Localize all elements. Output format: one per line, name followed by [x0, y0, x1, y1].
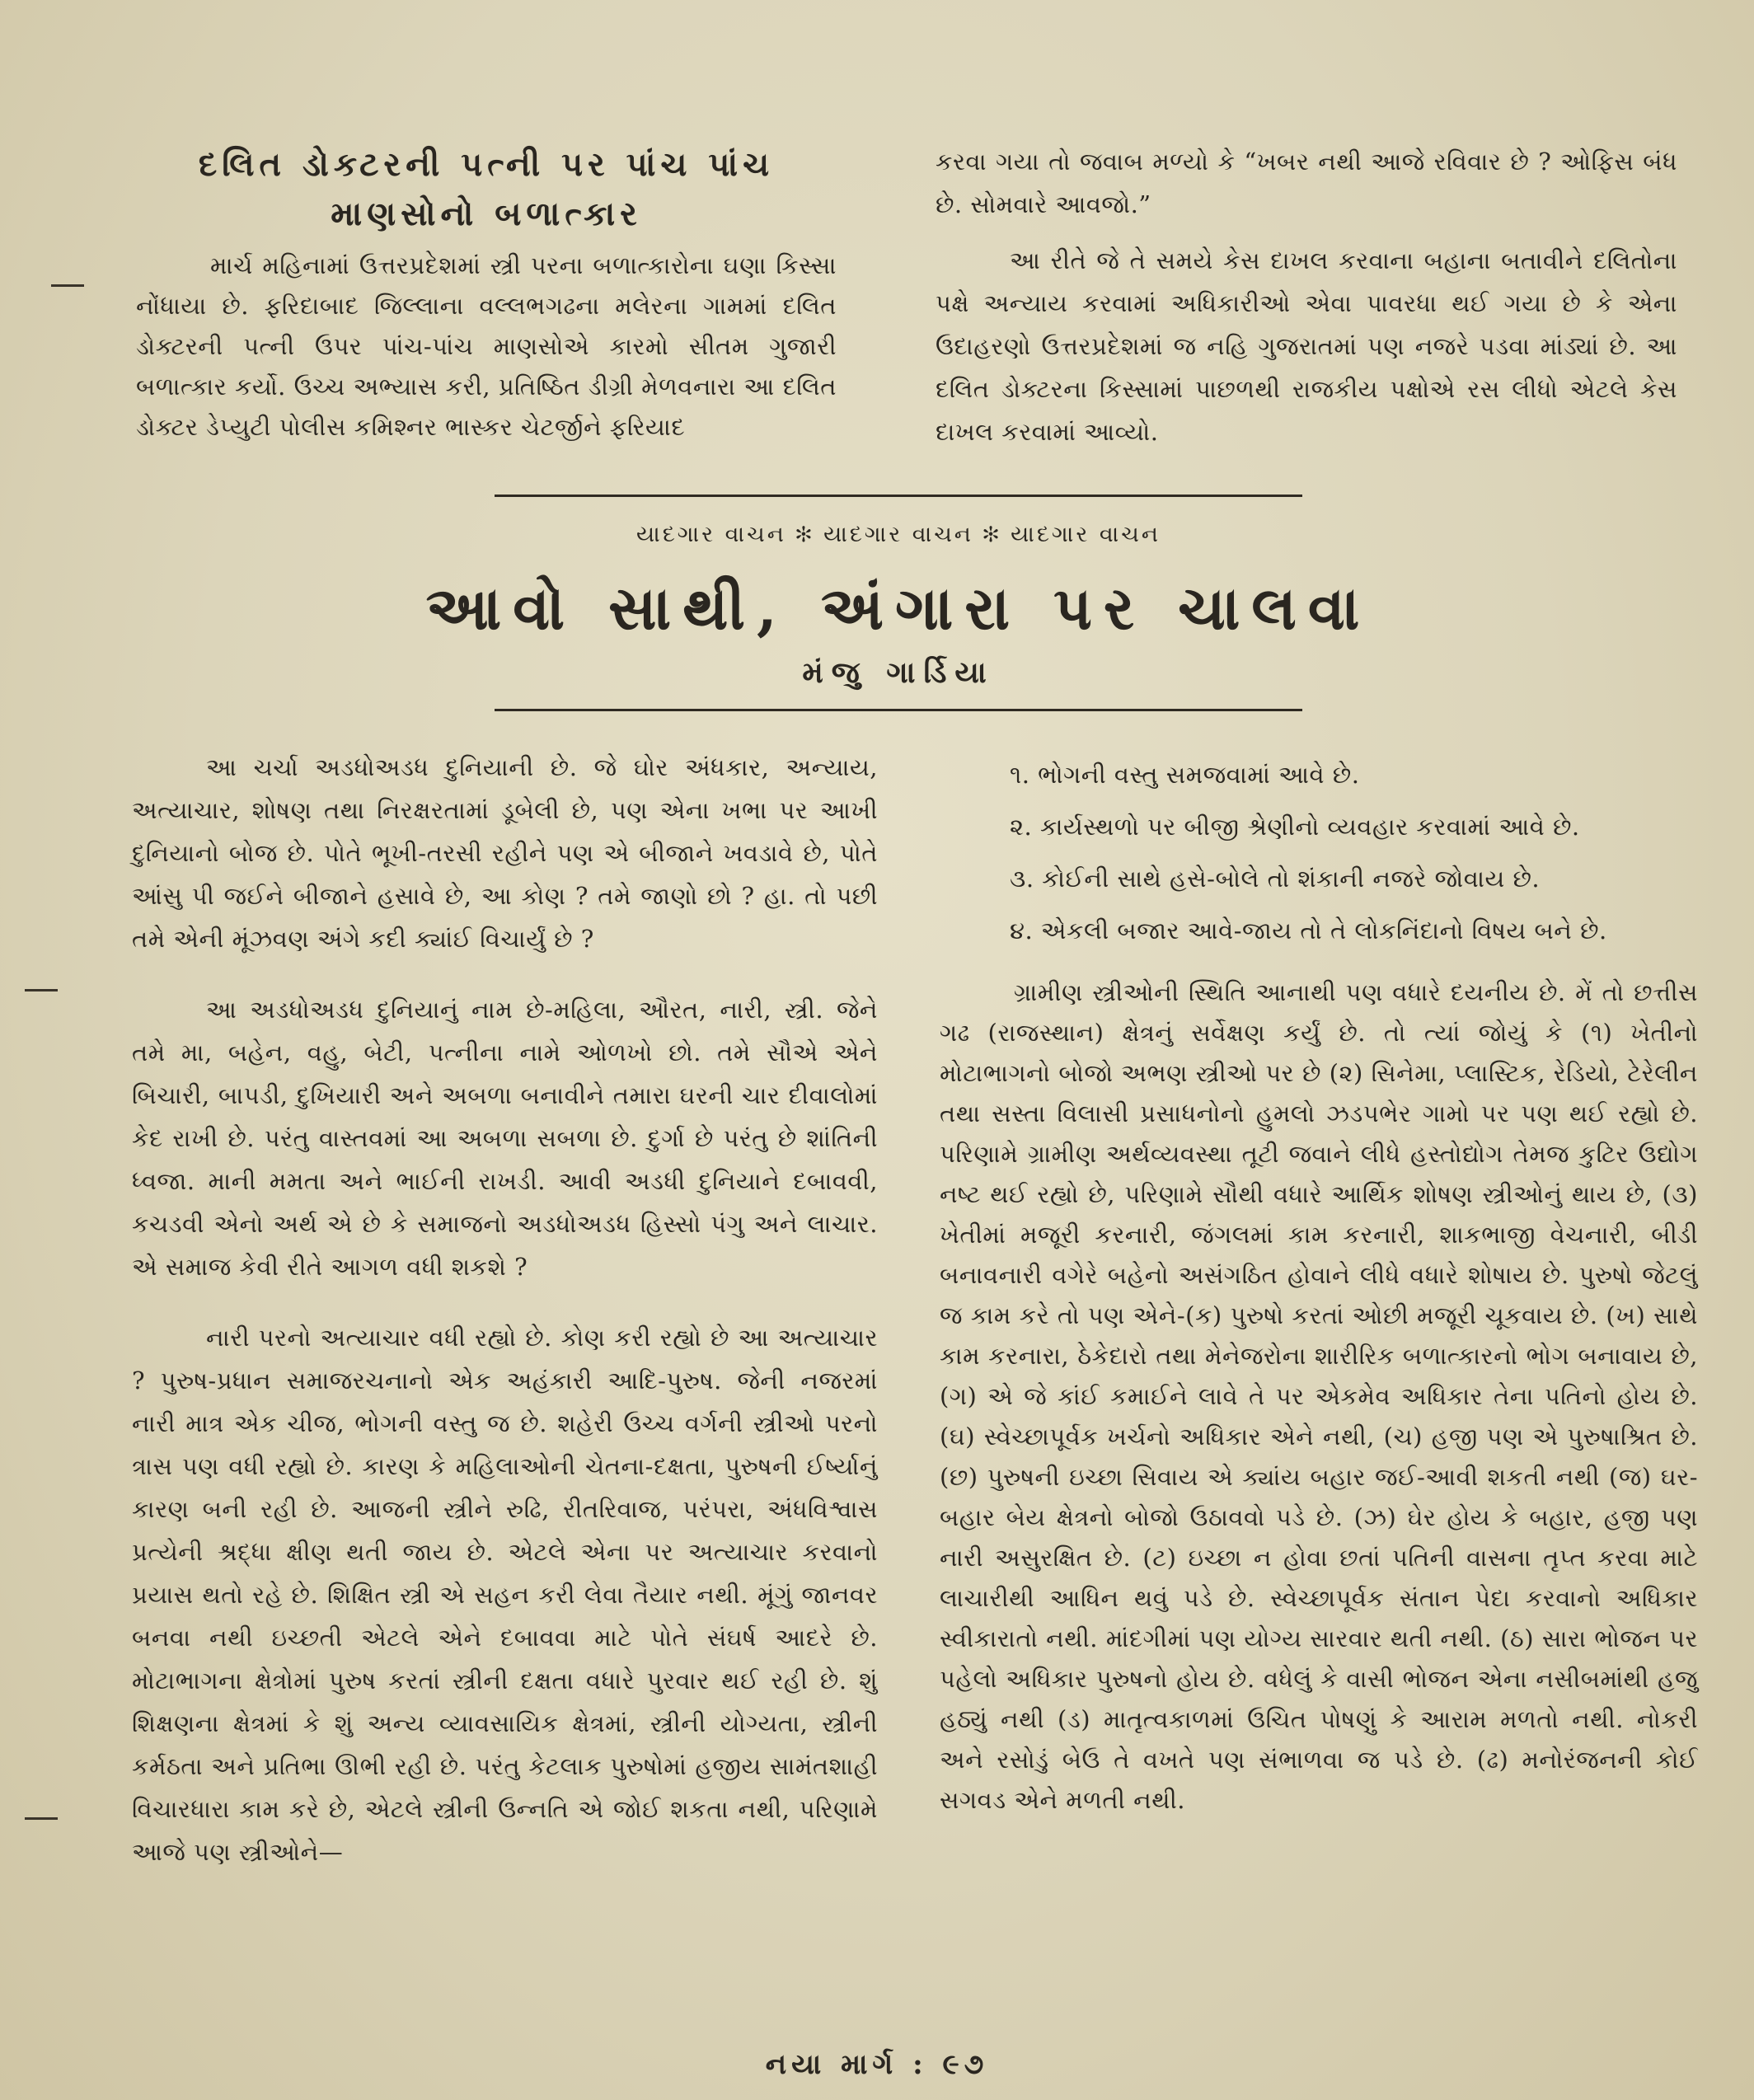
feature-paragraph-2: આ અડધોઅડધ દુનિયાનું નામ છે-મહિલા, ઔરત, નારી, સ્ત્રી. જેને તમે મા, બહેન, વહુ, બેટી, પત્નીના નામે ઓળખો છો. તમે સૌએ એને બિચારી, બાપડી, દુખિયારી અને અબળા બનાવીને તમારા ઘરની ચાર દીવાલોમાં કેદ રાખી છે. પરંતુ વાસ્તવમાં આ અબળા સબળા છે. દુર્ગા છે પરંતુ છે શાંતિની ધ્વજા. માની મમતા અને ભાઈની રાખડી. આવી અડધી દુનિયાને દબાવવી, કચડવી એનો અર્થ એ છે કે સમાજનો અડધોઅડધ હિસ્સો પંગુ અને લાચાર. એ સમાજ કેવી રીતે આગળ વધી શકશે ? [132, 996, 878, 1281]
margin-mark [25, 1817, 58, 1820]
list-item: ૨. કાર્યસ્થળો પર બીજી શ્રેણીનો વ્યવહાર કરવામાં આવે છે. [1010, 813, 1580, 841]
feature-right-list [1010, 754, 1694, 962]
list-item: ૩. કોઈની સાથે હસે-બોલે તો શંકાની નજરે જોવાય છે. [1010, 865, 1541, 893]
feature-paragraph-rural: ગ્રામીણ સ્ત્રીઓની સ્થિતિ આનાથી પણ વધારે દયનીય છે. મેં તો છત્તીસ ગઢ (રાજસ્થાન) ક્ષેત્રનું સર્વેક્ષણ કર્યું છે. તો ત્યાં જોયું કે (૧) ખેતીનો મોટાભાગનો બોજો અભણ સ્ત્રીઓ પર છે (૨) સિનેમા, પ્લાસ્ટિક, રેડિયો, ટેરેલીન તથા સસ્તા વિલાસી પ્રસાધનોનો હુમલો ઝડપભેર ગામો પર પણ થઈ રહ્યો છે. પરિણામે ગ્રામીણ અર્થવ્યવસ્થા તૂટી જવાને લીધે હસ્તોદ્યોગ તેમજ કુટિર ઉદ્યોગ નષ્ટ થઈ રહ્યો છે, પરિણામે સૌથી વધારે આર્થિક શોષણ સ્ત્રીઓનું થાય છે, (૩) ખેતીમાં મજૂરી કરનારી, જંગલમાં કામ કરનારી, શાકભાજી વેચનારી, બીડી બનાવનારી વગેરે બહેનો અસંગઠિત હોવાને લીધે વધારે શોષાય છે. પુરુષો જેટલું જ કામ કરે તો પણ એને-(ક) પુરુષો કરતાં ઓછી મજૂરી ચૂકવાય છે. (ખ) સાથે કામ કરનારા, ઠેકેદારો તથા મેનેજરોના શારીરિક બળાત્કારનો ભોગ બનાવાય છે, (ગ) એ જે કાંઈ કમાઈને લાવે તે પર એકમેવ અધિકાર તેના પતિનો હોય છે. (ઘ) સ્વેચ્છાપૂર્વક ખર્ચનો અધિકાર એને નથી, (ચ) હજી પણ એ પુરુષાશ્રિત છે. (છ) પુરુષની ઇચ્છા સિવાય એ ક્યાંય બહાર જઈ-આવી શકતી નથી (જ) ઘર-બહાર બેય ક્ષેત્રનો બોજો ઉઠાવવો પડે છે. (ઝ) ઘેર હોય કે બહાર, હજી પણ નારી અસુરક્ષિત છે. (ટ) ઇચ્છા ન હોવા છતાં પતિની વાસના તૃપ્ત કરવા માટે લાચારીથી આધિન થવું પડે છે. સ્વેચ્છાપૂર્વક સંતાન પેદા કરવાનો અધિકાર સ્વીકારાતો નથી. માંદગીમાં પણ યોગ્ય સારવાર થતી નથી. (ઠ) સારા ભોજન પર પહેલો અધિકાર પુરુષનો હોય છે. વધેલું કે વાસી ભોજન એના નસીબમાંથી હજુ હઠ્યું નથી (ડ) માતૃત્વકાળમાં ઉચિત પોષણું કે આરામ મળતો નથી. નોકરી અને રસોડું બેઉ તે વખતે પણ સંભાળવા જ પડે છે. (ઢ) મનોરંજનની કોઈ સગવડ એને મળતી નથી. [940, 978, 1698, 1814]
list-item: ૪. એકલી બજાર આવે-જાય તો તે લોકનિંદાનો વિષય બને છે. [1010, 916, 1607, 945]
page-footer: નયા માર્ગ : ૯૭ [765, 2048, 989, 2081]
feature-author: મંજુ ગાર્ડિયા [802, 655, 995, 690]
margin-mark [25, 989, 58, 991]
top-article-title-line2: માણસોનો બળાત્કાર [331, 195, 642, 233]
feature-left-column [132, 746, 878, 1873]
list-item: ૧. ભોગની વસ્તુ સમજવામાં આવે છે. [1010, 761, 1360, 789]
feature-title: આવો સાથી, અંગારા પર ચાલવા [425, 573, 1372, 643]
top-article-continuation: કરવા ગયા તો જવાબ મળ્યો કે “ખબર નથી આજે રવિવાર છે ? ઓફિસ બંધ છે. સોમવારે આવજો.” [936, 148, 1677, 218]
top-article-paragraph-2: આ રીતે જે તે સમયે કેસ દાખલ કરવાના બહાના બતાવીને દલિતોના પક્ષે અન્યાય કરવામાં અધિકારીઓ એવા પાવરધા થઈ ગયા છે કે એના ઉદાહરણો ઉત્તરપ્રદેશમાં જ નહિ ગુજરાતમાં પણ નજરે પડવા માંડ્યાં છે. આ દલિત ડોક્ટરના કિસ્સામાં પાછળથી રાજકીય પક્ષોએ રસ લીધો એટલે કેસ દાખલ કરવામાં આવ્યો. [936, 246, 1677, 446]
top-article-right-column [936, 140, 1677, 453]
top-article-left-column [136, 140, 837, 448]
feature-paragraph-1: આ ચર્ચા અડધોઅડધ દુનિયાની છે. જે ઘોર અંધકાર, અન્યાય, અત્યાચાર, શોષણ તથા નિરક્ષરતામાં ડૂબેલી છે, પણ એના ખભા પર આખી દુનિયાનો બોજ છે. પોતે ભૂખી-તરસી રહીને પણ એ બીજાને ખવડાવે છે, પોતે આંસુ પી જઈને બીજાને હસાવે છે, આ કોણ ? તમે જાણો છો ? હા. તો પછી તમે એની મૂંઝવણ અંગે કદી ક્યાંઈ વિચાર્યું છે ? [132, 753, 878, 953]
feature-paragraph-3: નારી પરનો અત્યાચાર વધી રહ્યો છે. કોણ કરી રહ્યો છે આ અત્યાચાર ? પુરુષ-પ્રધાન સમાજરચનાનો એક અહંકારી આદિ-પુરુષ. જેની નજરમાં નારી માત્ર એક ચીજ, ભોગની વસ્તુ જ છે. શહેરી ઉચ્ચ વર્ગની સ્ત્રીઓ પરનો ત્રાસ પણ વધી રહ્યો છે. કારણ કે મહિલાઓની ચેતના-દક્ષતા, પુરુષની ઈર્ષ્યાનું કારણ બની રહી છે. આજની સ્ત્રીને રુઢિ, રીતરિવાજ, પરંપરા, અંધવિશ્વાસ પ્રત્યેની શ્રદ્ધા ક્ષીણ થતી જાય છે. એટલે એના પર અત્યાચાર કરવાનો પ્રયાસ થતો રહે છે. શિક્ષિત સ્ત્રી એ સહન કરી લેવા તૈયાર નથી. મૂંગું જાનવર બનવા નથી ઇચ્છતી એટલે એને દબાવવા માટે પોતે સંઘર્ષ આદરે છે. મોટાભાગના ક્ષેત્રોમાં પુરુષ કરતાં સ્ત્રીની દક્ષતા વધારે પુરવાર થઈ રહી છે. શું શિક્ષણના ક્ષેત્રમાં કે શું અન્ય વ્યાવસાયિક ક્ષેત્રમાં, સ્ત્રીની યોગ્યતા, સ્ત્રીની કર્મઠતા અને પ્રતિભા ઊભી રહી છે. પરંતુ કેટલાક પુરુષોમાં હજીય સામંતશાહી વિચારધારા કામ કરે છે, એટલે સ્ત્રીની ઉન્નતિ એ જોઈ શકતા નથી, પરિણામે આજે પણ સ્ત્રીઓને— [132, 1324, 878, 1866]
top-article-paragraph: માર્ચ મહિનામાં ઉત્તરપ્રદેશમાં સ્ત્રી પરના બળાત્કારોના ઘણા કિસ્સા નોંધાયા છે. ફરિદાબાદ જિલ્લાના વલ્લભગઢના મલેરના ગામમાં દલિત ડોક્ટરની પત્ની ઉપર પાંચ-પાંચ માણસોએ કારમો સીતમ ગુજારી બળાત્કાર કર્યો. ઉચ્ચ અભ્યાસ કરી, પ્રતિષ્ઠિત ડીગ્રી મેળવનારા આ દલિત ડોક્ટર ડેપ્યુટી પોલીસ કમિશ્નર ભાસ્કર ચેટર્જીને ફરિયાદ [136, 251, 837, 441]
section-divider-bottom [495, 709, 1302, 711]
feature-kicker: યાદગાર વાચન ✻ યાદગાર વાચન ✻ યાદગાર વાચન [635, 522, 1161, 547]
margin-mark [51, 284, 84, 287]
feature-right-column [940, 973, 1698, 1821]
top-article-title-line1: દલિત ડોક્ટરની પત્ની પર પાંચ પાંચ [198, 145, 775, 184]
section-divider-top [495, 495, 1302, 497]
